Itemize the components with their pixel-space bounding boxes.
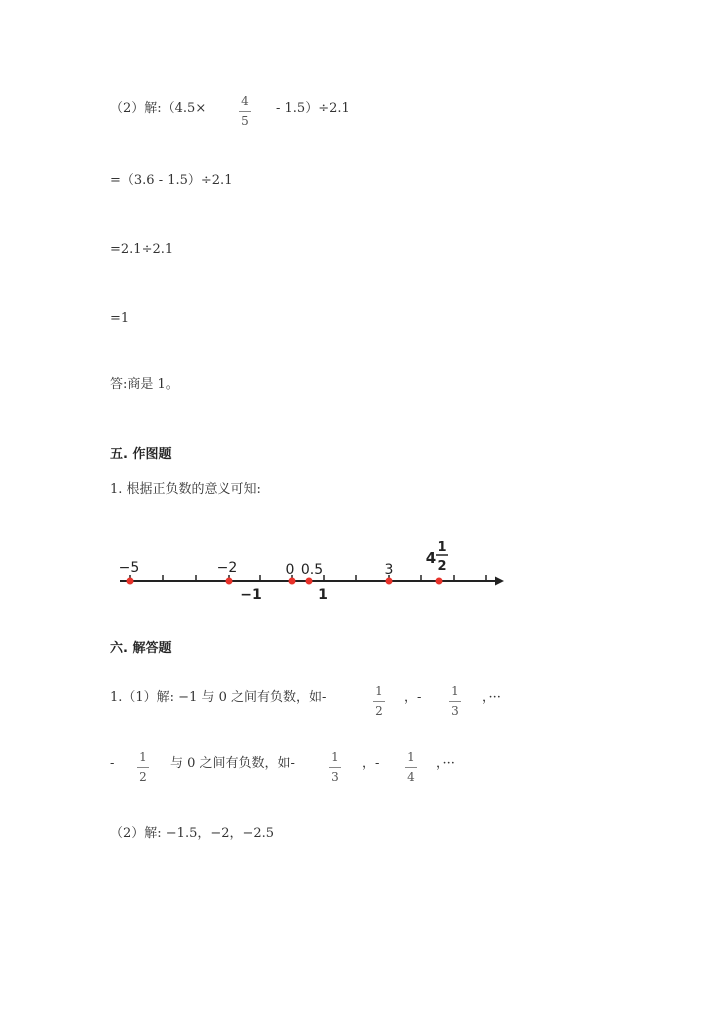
calc-line-2: =（3.6 - 1.5）÷2.1 xyxy=(110,173,233,188)
calc-line-3: =2.1÷2.1 xyxy=(110,242,174,257)
q2-ellipsis: ，··· xyxy=(436,756,455,771)
fraction-denominator: 2 xyxy=(139,770,147,784)
fraction-denominator: 3 xyxy=(331,770,339,784)
fraction-1-3 xyxy=(446,684,464,719)
fraction-bar xyxy=(239,111,251,112)
calc-line-1-text-b: - 1.5）÷2.1 xyxy=(276,101,350,116)
fraction-numerator: 1 xyxy=(407,750,415,764)
q1-text: 1.（1）解: −1 与 0 之间有负数，如- xyxy=(110,690,327,705)
label-minus-1: −1 xyxy=(240,587,262,603)
fraction-bar xyxy=(405,767,417,768)
fraction-bar xyxy=(137,767,149,768)
fraction-bar xyxy=(329,767,341,768)
label-0: 0 xyxy=(285,562,295,578)
q2-separator: ，- xyxy=(362,756,380,771)
answer-line: 答:商是 1。 xyxy=(110,377,179,392)
fraction-1-2 xyxy=(370,684,388,719)
label-mixed-numerator: 1 xyxy=(437,540,447,555)
fraction-4-5 xyxy=(236,94,254,129)
label-0-5: 0.5 xyxy=(300,562,324,578)
label-minus-2: −2 xyxy=(216,560,238,576)
section-6-title: 六. 解答题 xyxy=(110,641,172,656)
label-1: 1 xyxy=(318,587,328,603)
q3-text: （2）解: −1.5，−2，−2.5 xyxy=(110,826,275,841)
fraction-1-4 xyxy=(402,750,420,785)
point-minus-5 xyxy=(127,578,134,585)
point-4-1-2 xyxy=(436,578,443,585)
section-5-title: 五. 作图题 xyxy=(110,447,172,462)
fraction-denominator: 4 xyxy=(407,770,415,784)
number-line xyxy=(0,530,720,610)
fraction-denominator: 3 xyxy=(451,704,459,718)
fraction-numerator: 1 xyxy=(451,684,459,698)
label-minus-5: −5 xyxy=(118,560,140,576)
fraction-1-3 xyxy=(326,750,344,785)
q1-ellipsis: ，··· xyxy=(482,690,501,705)
fraction-numerator: 1 xyxy=(139,750,147,764)
point-minus-2 xyxy=(226,578,233,585)
calc-line-4: =1 xyxy=(110,311,130,326)
point-3 xyxy=(386,578,393,585)
q2-text: 与 0 之间有负数，如- xyxy=(170,756,295,771)
calc-line-1 xyxy=(110,101,206,117)
section-5-item-1: 1. 根据正负数的意义可知: xyxy=(110,482,261,497)
point-0 xyxy=(289,578,296,585)
point-0-5 xyxy=(306,578,313,585)
q1-separator: ，- xyxy=(404,690,422,705)
number-line-arrow xyxy=(495,577,504,586)
fraction-bar xyxy=(373,701,385,702)
calc-line-1-text-a: （2）解:（4.5× xyxy=(110,101,207,116)
label-mixed-denominator: 2 xyxy=(437,559,447,574)
fraction-denominator: 5 xyxy=(241,114,249,128)
fraction-denominator: 2 xyxy=(375,704,383,718)
q2-prefix: - xyxy=(110,756,115,771)
fraction-numerator: 1 xyxy=(375,684,383,698)
label-3: 3 xyxy=(384,562,394,578)
fraction-bar xyxy=(449,701,461,702)
fraction-1-2 xyxy=(134,750,152,785)
fraction-numerator: 1 xyxy=(331,750,339,764)
fraction-numerator: 4 xyxy=(241,94,249,108)
label-mixed-whole: 4 xyxy=(425,549,437,567)
